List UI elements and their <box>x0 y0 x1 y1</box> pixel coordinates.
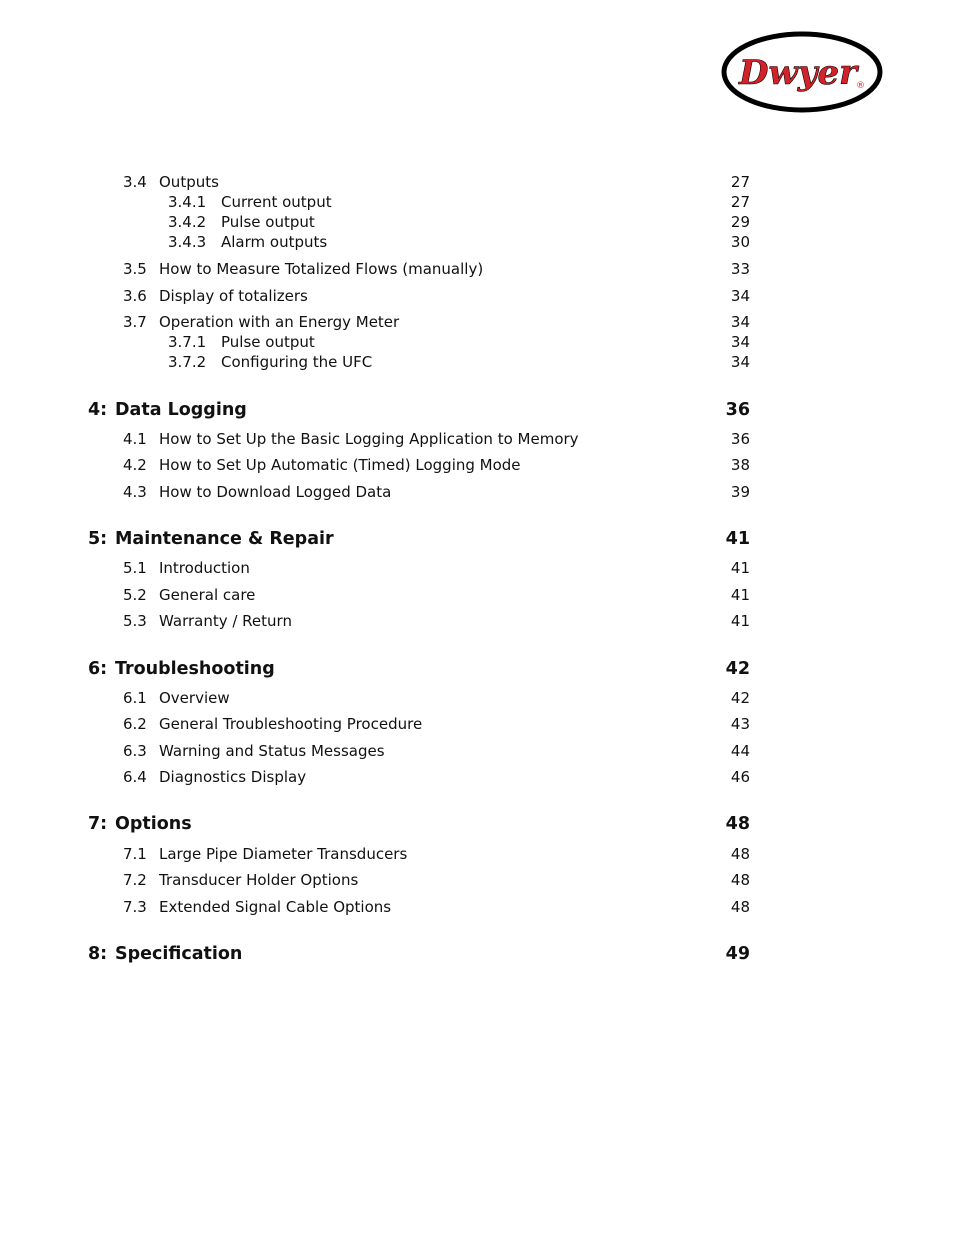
toc-entry-title: General Troubleshooting Procedure <box>159 715 423 733</box>
toc-entry-number: 7.2 <box>123 871 147 889</box>
toc-entry-title: Specification <box>115 944 243 964</box>
toc-chapter-entry[interactable] <box>0 942 954 966</box>
toc-chapter-entry[interactable] <box>0 527 954 551</box>
toc-entry-title: Large Pipe Diameter Transducers <box>159 845 408 863</box>
toc-entry-page: 48 <box>725 814 750 834</box>
toc-entry-title: Alarm outputs <box>221 233 328 251</box>
toc-entry-number: 3.4.3 <box>168 233 207 251</box>
toc-entry-page: 41 <box>730 586 750 604</box>
toc-entry-page: 29 <box>730 213 750 231</box>
toc-entry-page: 27 <box>730 193 750 211</box>
toc-entry-page: 44 <box>730 742 750 760</box>
toc-section-entry[interactable] <box>0 767 954 787</box>
toc-entry-number: 4.1 <box>123 430 147 448</box>
toc-section-entry[interactable] <box>0 897 954 917</box>
toc-section-entry[interactable] <box>0 429 954 449</box>
toc-entry-number: 3.7.1 <box>168 333 207 351</box>
toc-entry-title: Overview <box>159 689 230 707</box>
toc-section-entry[interactable] <box>0 332 954 352</box>
dwyer-logo <box>720 30 884 114</box>
toc-entry-number: 8: <box>88 944 108 964</box>
toc-entry-number: 7.1 <box>123 845 147 863</box>
toc-entry-title: Outputs <box>159 173 219 191</box>
toc-entry-number: 3.6 <box>123 287 147 305</box>
toc-entry-number: 3.4.1 <box>168 193 207 211</box>
toc-section-entry[interactable] <box>0 172 954 192</box>
toc-entry-number: 6.2 <box>123 715 147 733</box>
toc-entry-number: 6.1 <box>123 689 147 707</box>
toc-entry-number: 5.2 <box>123 586 147 604</box>
toc-section-entry[interactable] <box>0 741 954 761</box>
toc-entry-title: Troubleshooting <box>115 659 275 679</box>
toc-entry-page: 33 <box>730 260 750 278</box>
toc-section-entry[interactable] <box>0 611 954 631</box>
toc-entry-number: 3.5 <box>123 260 147 278</box>
toc-entry-title: Options <box>115 814 192 834</box>
toc-section-entry[interactable] <box>0 585 954 605</box>
toc-section-entry[interactable] <box>0 212 954 232</box>
toc-entry-page: 36 <box>730 430 750 448</box>
toc-entry-page: 34 <box>730 287 750 305</box>
toc-entry-title: Data Logging <box>115 400 247 420</box>
toc-chapter-entry[interactable] <box>0 398 954 422</box>
toc-entry-page: 41 <box>730 612 750 630</box>
toc-section-entry[interactable] <box>0 844 954 864</box>
toc-section-entry[interactable] <box>0 286 954 306</box>
toc-entry-title: Display of totalizers <box>159 287 308 305</box>
toc-entry-title: Pulse output <box>221 213 315 231</box>
toc-entry-page: 38 <box>730 456 750 474</box>
toc-entry-page: 36 <box>725 400 750 420</box>
toc-entry-page: 46 <box>730 768 750 786</box>
toc-entry-page: 42 <box>725 659 750 679</box>
toc-entry-title: How to Set Up the Basic Logging Application to Memory <box>159 430 579 448</box>
toc-entry-title: Diagnostics Display <box>159 768 307 786</box>
toc-entry-title: Maintenance & Repair <box>115 529 334 549</box>
toc-chapter-entry[interactable] <box>0 657 954 681</box>
toc-entry-number: 4: <box>88 400 108 420</box>
toc-section-entry[interactable] <box>0 259 954 279</box>
toc-entry-page: 34 <box>730 353 750 371</box>
toc-entry-number: 7.3 <box>123 898 147 916</box>
toc-section-entry[interactable] <box>0 714 954 734</box>
toc-entry-page: 49 <box>725 944 750 964</box>
toc-section-entry[interactable] <box>0 192 954 212</box>
toc-entry-title: How to Download Logged Data <box>159 483 392 501</box>
toc-entry-title: Current output <box>221 193 332 211</box>
toc-entry-number: 4.2 <box>123 456 147 474</box>
toc-entry-title: General care <box>159 586 256 604</box>
toc-entry-page: 34 <box>730 313 750 331</box>
toc-entry-page: 48 <box>730 898 750 916</box>
toc-section-entry[interactable] <box>0 688 954 708</box>
toc-entry-page: 30 <box>730 233 750 251</box>
toc-entry-title: Pulse output <box>221 333 315 351</box>
toc-entry-number: 3.4.2 <box>168 213 207 231</box>
logo-registered-mark: ® <box>856 81 865 91</box>
toc-section-entry[interactable] <box>0 312 954 332</box>
toc-entry-page: 42 <box>730 689 750 707</box>
toc-entry-page: 27 <box>730 173 750 191</box>
toc-entry-page: 39 <box>730 483 750 501</box>
toc-entry-page: 41 <box>725 529 750 549</box>
toc-section-entry[interactable] <box>0 352 954 372</box>
toc-entry-title: Introduction <box>159 559 250 577</box>
toc-entry-number: 6: <box>88 659 108 679</box>
toc-entry-number: 5: <box>88 529 108 549</box>
toc-entry-page: 48 <box>730 845 750 863</box>
toc-entry-number: 3.4 <box>123 173 147 191</box>
toc-entry-page: 34 <box>730 333 750 351</box>
toc-entry-title: How to Set Up Automatic (Timed) Logging Mode <box>159 456 521 474</box>
toc-entry-number: 4.3 <box>123 483 147 501</box>
toc-entry-page: 41 <box>730 559 750 577</box>
toc-section-entry[interactable] <box>0 870 954 890</box>
logo-text: Dwyer <box>738 53 858 93</box>
toc-chapter-entry[interactable] <box>0 812 954 836</box>
toc-section-entry[interactable] <box>0 558 954 578</box>
toc-entry-number: 3.7.2 <box>168 353 207 371</box>
toc-section-entry[interactable] <box>0 232 954 252</box>
toc-entry-number: 3.7 <box>123 313 147 331</box>
toc-entry-title: Transducer Holder Options <box>159 871 359 889</box>
toc-entry-page: 43 <box>730 715 750 733</box>
toc-entry-title: Configuring the UFC <box>221 353 373 371</box>
toc-entry-number: 5.1 <box>123 559 147 577</box>
toc-entry-title: Warning and Status Messages <box>159 742 385 760</box>
toc-entry-number: 6.4 <box>123 768 147 786</box>
toc-entry-page: 48 <box>730 871 750 889</box>
toc-entry-title: Warranty / Return <box>159 612 292 630</box>
toc-entry-title: How to Measure Totalized Flows (manually) <box>159 260 484 278</box>
toc-entry-title: Extended Signal Cable Options <box>159 898 392 916</box>
toc-section-entry[interactable] <box>0 482 954 502</box>
toc-entry-title: Operation with an Energy Meter <box>159 313 400 331</box>
toc-section-entry[interactable] <box>0 455 954 475</box>
toc-entry-number: 7: <box>88 814 108 834</box>
toc-entry-number: 6.3 <box>123 742 147 760</box>
toc-entry-number: 5.3 <box>123 612 147 630</box>
